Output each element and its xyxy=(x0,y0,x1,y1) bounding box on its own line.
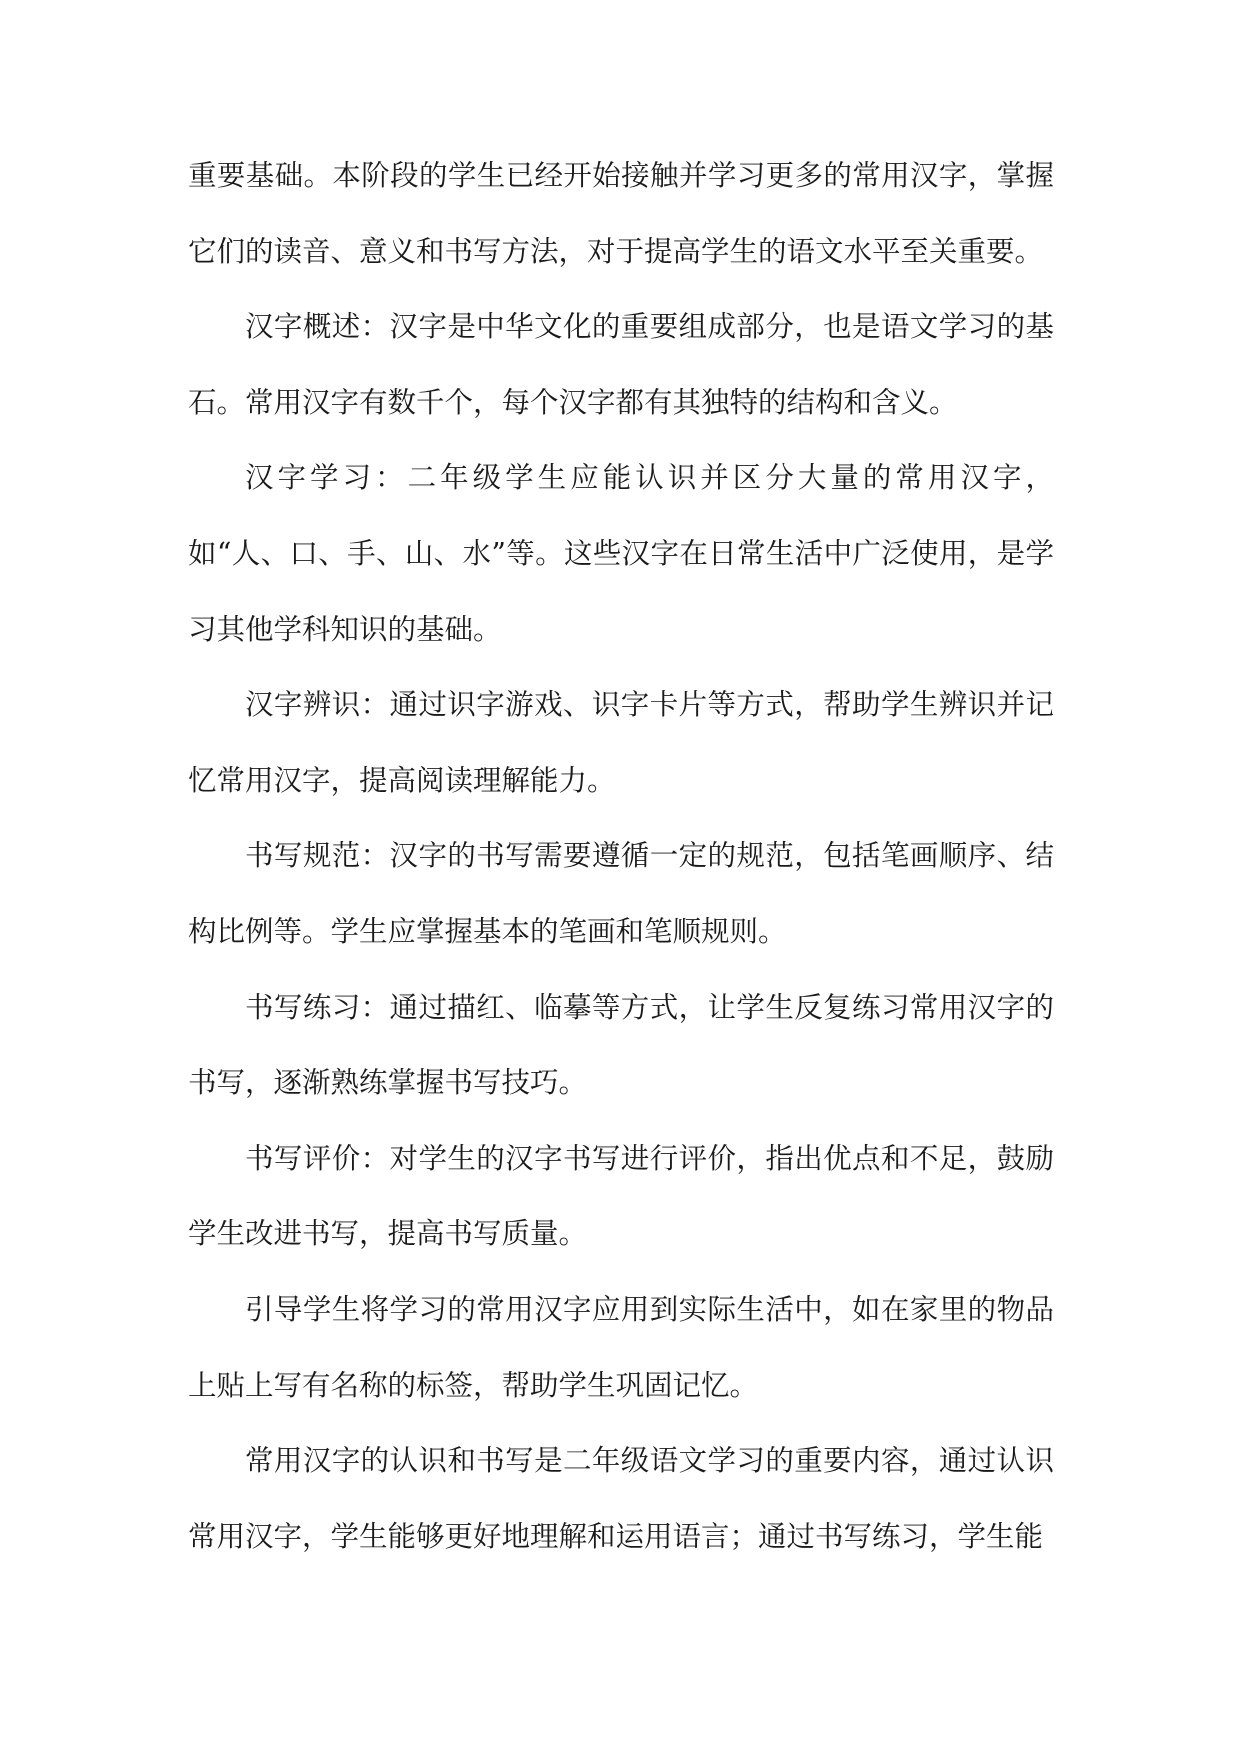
paragraph-writing-practice: 书写练习：通过描红、临摹等方式，让学生反复练习常用汉字的书写，逐渐熟练掌握书写技巧。 xyxy=(188,990,1054,1100)
paragraph-daily-application: 引导学生将学习的常用汉字应用到实际生活中，如在家里的物品上贴上写有名称的标签，帮助学生巩固记忆。 xyxy=(188,1292,1054,1402)
paragraph-hanzi-learning: 汉字学习：二年级学生应能认识并区分大量的常用汉字，如“人、口、手、山、水”等。这些汉字在日常生活中广泛使用，是学习其他学科知识的基础。 xyxy=(188,461,1054,646)
paragraph-continuation: 重要基础。本阶段的学生已经开始接触并学习更多的常用汉字，掌握它们的读音、意义和书写方法，对于提高学生的语文水平至关重要。 xyxy=(188,159,1054,268)
paragraph-hanzi-overview: 汉字概述：汉字是中华文化的重要组成部分，也是语文学习的基石。常用汉字有数千个，每个汉字都有其独特的结构和含义。 xyxy=(188,310,1054,419)
paragraph-writing-norms: 书写规范：汉字的书写需要遵循一定的规范，包括笔画顺序、结构比例等。学生应掌握基本的笔画和笔顺规则。 xyxy=(188,839,1054,948)
paragraph-hanzi-recognition: 汉字辨识：通过识字游戏、识字卡片等方式，帮助学生辨识并记忆常用汉字，提高阅读理解能力。 xyxy=(188,688,1054,797)
paragraph-writing-evaluation: 书写评价：对学生的汉字书写进行评价，指出优点和不足，鼓励学生改进书写，提高书写质量。 xyxy=(188,1141,1054,1251)
document-body xyxy=(188,138,1054,1574)
paragraph-summary: 常用汉字的认识和书写是二年级语文学习的重要内容，通过认识常用汉字，学生能够更好地理解和运用语言；通过书写练习，学生能 xyxy=(188,1444,1054,1553)
